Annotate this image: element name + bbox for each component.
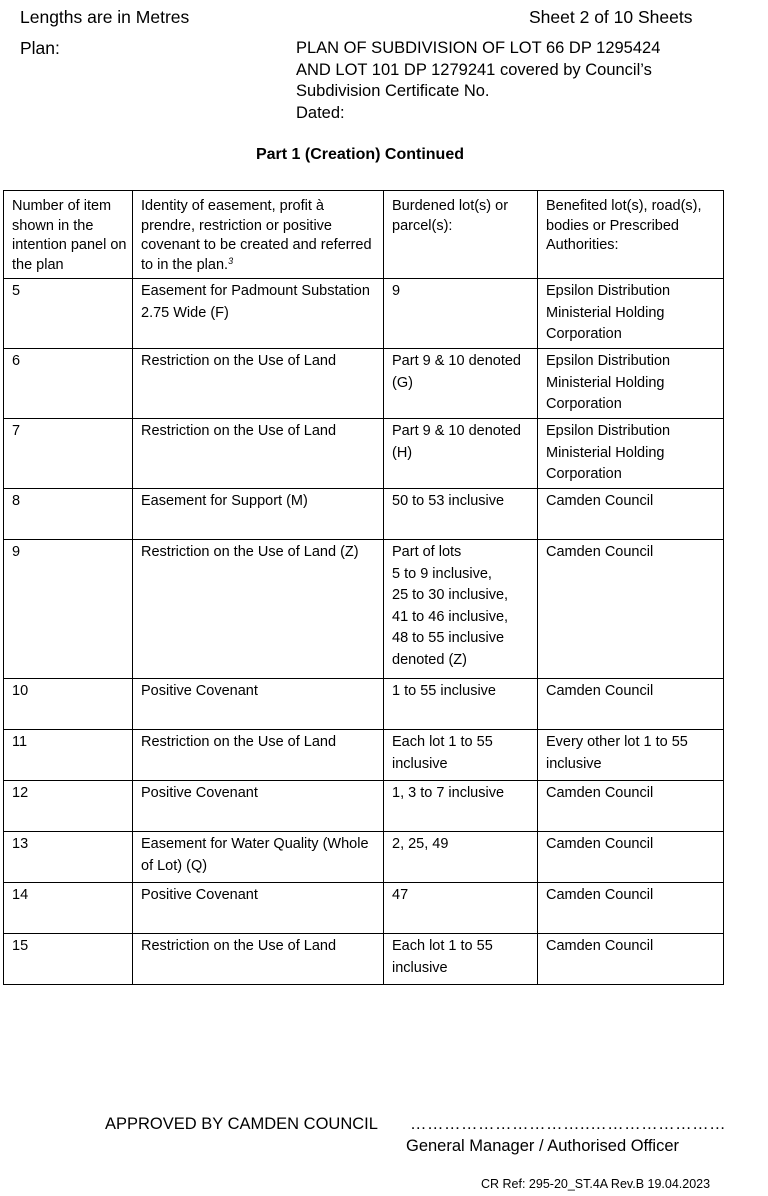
sheet-number: Sheet 2 of 10 Sheets [529,7,693,27]
identity-cell: Restriction on the Use of Land (Z) [133,540,384,679]
item-number-cell: 14 [4,883,133,934]
footnote-marker: 3 [228,255,234,266]
table-row [4,679,724,730]
identity-cell: Restriction on the Use of Land [133,730,384,781]
plan-title [296,38,660,124]
column-header-benefited: Benefited lot(s), road(s), bodies or Prescribed Authorities: [538,191,724,279]
benefited-cell: Camden Council [538,883,724,934]
burdened-cell: 47 [384,883,538,934]
table-row [4,883,724,934]
item-number-cell: 5 [4,279,133,349]
burdened-cell: 1 to 55 inclusive [384,679,538,730]
identity-cell: Restriction on the Use of Land [133,934,384,985]
table-row [4,832,724,883]
benefited-cell: Epsilon Distribution Ministerial Holding Corporation [538,279,724,349]
item-number-cell: 15 [4,934,133,985]
table-row [4,540,724,679]
signature-line: …………………………..…………………… [410,1115,727,1133]
table-row [4,489,724,540]
benefited-cell: Camden Council [538,489,724,540]
benefited-cell: Every other lot 1 to 55 inclusive [538,730,724,781]
item-number-cell: 10 [4,679,133,730]
benefited-cell: Camden Council [538,934,724,985]
approval-label: APPROVED BY CAMDEN COUNCIL [105,1115,378,1133]
column-header-item-number: Number of item shown in the intention panel on the plan [4,191,133,279]
table-header-row [4,191,724,279]
benefited-cell: Camden Council [538,781,724,832]
burdened-cell: 1, 3 to 7 inclusive [384,781,538,832]
plan-title-line: AND LOT 101 DP 1279241 covered by Council’s [296,60,652,79]
identity-cell: Restriction on the Use of Land [133,419,384,489]
signatory-title: General Manager / Authorised Officer [406,1137,680,1155]
burdened-cell: Each lot 1 to 55 inclusive [384,730,538,781]
burdened-cell: Part 9 & 10 denoted (H) [384,419,538,489]
item-number-cell: 13 [4,832,133,883]
burdened-cell: Each lot 1 to 55 inclusive [384,934,538,985]
benefited-cell: Camden Council [538,540,724,679]
item-number-cell: 7 [4,419,133,489]
identity-cell: Positive Covenant [133,679,384,730]
identity-cell: Easement for Padmount Substation 2.75 Wide (F) [133,279,384,349]
plan-title-line: Subdivision Certificate No. [296,82,490,100]
benefited-cell: Epsilon Distribution Ministerial Holding Corporation [538,419,724,489]
item-number-cell: 8 [4,489,133,540]
reference-note: CR Ref: 295-20_ST.4A Rev.B 19.04.2023 [481,1177,711,1191]
table-row [4,781,724,832]
table-row [4,730,724,781]
item-number-cell: 6 [4,349,133,419]
table-row [4,279,724,349]
identity-cell: Positive Covenant [133,883,384,934]
plan-title-line: Dated: [296,103,345,122]
table-row [4,419,724,489]
benefited-cell: Camden Council [538,832,724,883]
units-note: Lengths are in Metres [20,7,190,27]
benefited-cell: Camden Council [538,679,724,730]
plan-title-line: PLAN OF SUBDIVISION OF LOT 66 DP 1295424 [296,39,661,57]
section-title: Part 1 (Creation) Continued [255,146,464,163]
creation-table [3,190,724,985]
identity-cell: Easement for Water Quality (Whole of Lot) (Q) [133,832,384,883]
column-header-burdened: Burdened lot(s) or parcel(s): [384,191,538,279]
burdened-cell: Part 9 & 10 denoted (G) [384,349,538,419]
burdened-cell: Part of lots 5 to 9 inclusive, 25 to 30 inclusive, 41 to 46 inclusive, 48 to 55 inclusive denoted (Z) [384,540,538,679]
item-number-cell: 12 [4,781,133,832]
item-number-cell: 11 [4,730,133,781]
column-header-identity: Identity of easement, profit à prendre, restriction or positive covenant to be created and referred to in the plan.$^3$ [133,191,384,279]
burdened-cell: 9 [384,279,538,349]
burdened-cell: 2, 25, 49 [384,832,538,883]
burdened-cell: 50 to 53 inclusive [384,489,538,540]
identity-cell: Restriction on the Use of Land [133,349,384,419]
plan-label: Plan: [20,38,60,58]
table-row [4,349,724,419]
table-row [4,934,724,985]
identity-cell: Positive Covenant [133,781,384,832]
item-number-cell: 9 [4,540,133,679]
identity-cell: Easement for Support (M) [133,489,384,540]
benefited-cell: Epsilon Distribution Ministerial Holding Corporation [538,349,724,419]
